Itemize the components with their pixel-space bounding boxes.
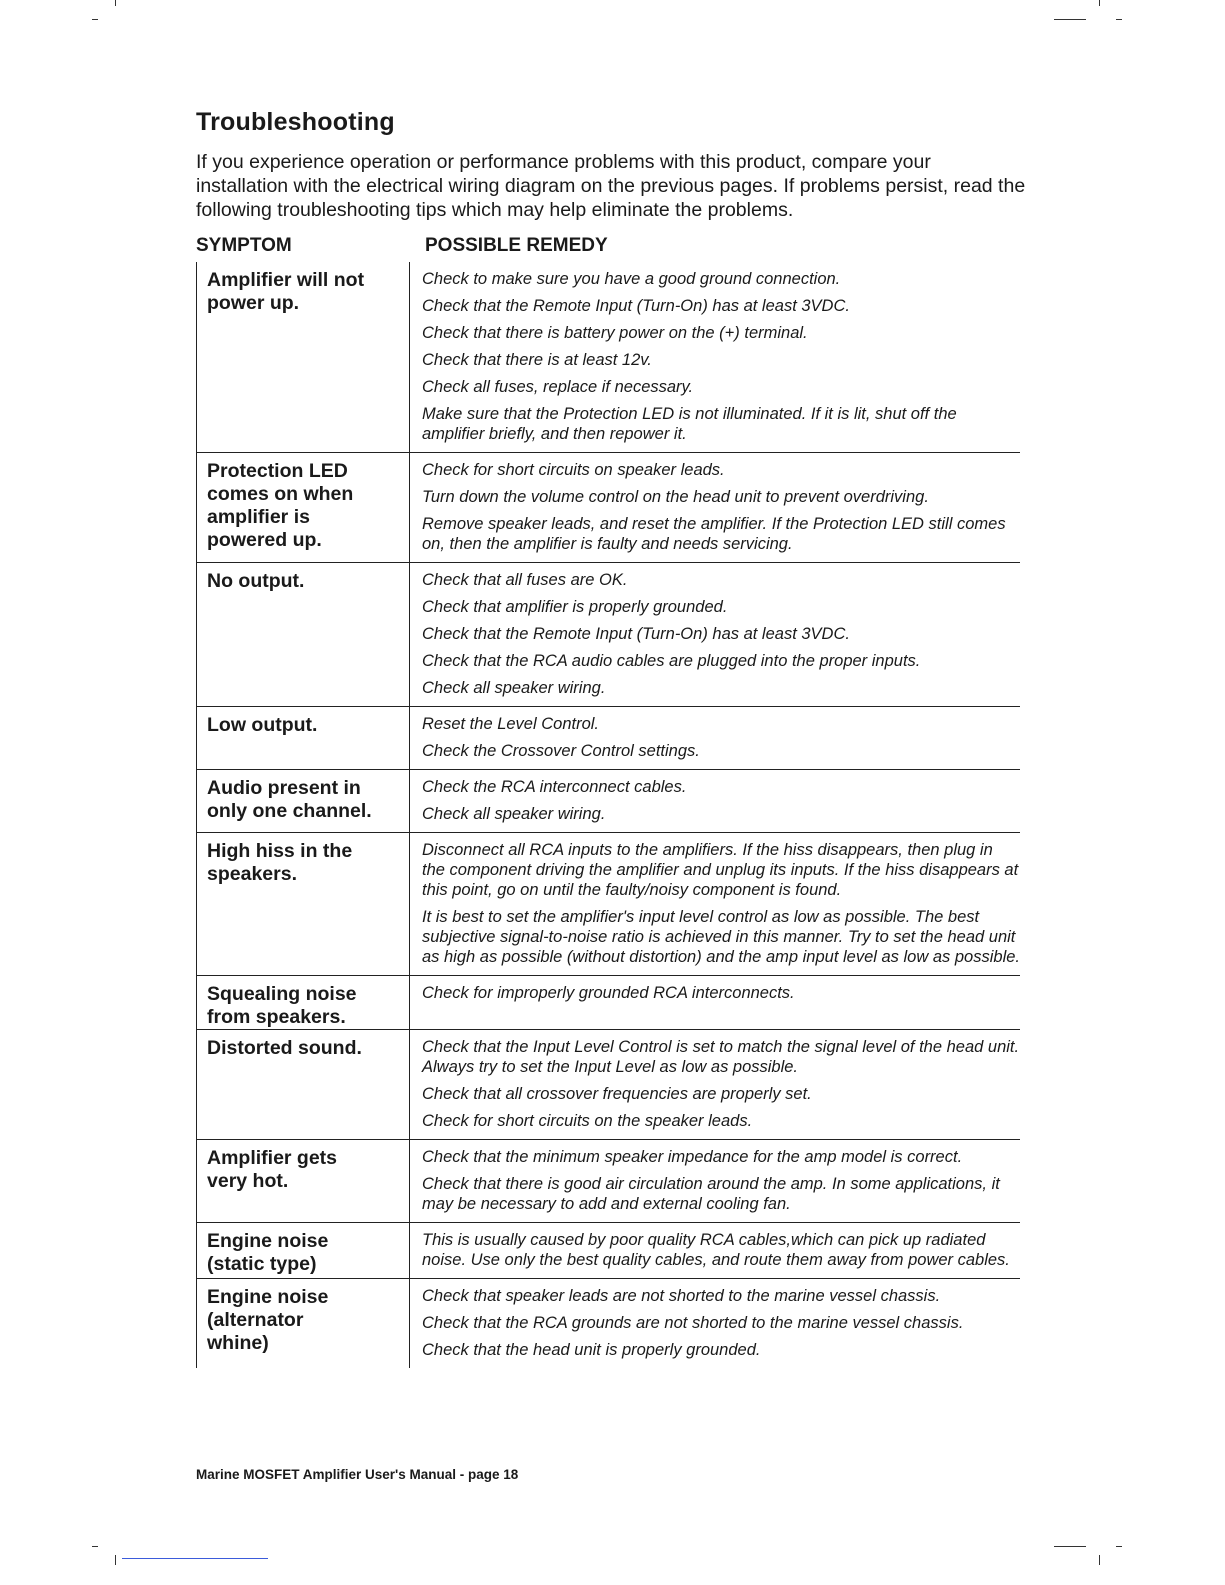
crop-mark bbox=[92, 1546, 98, 1547]
remedy-cell bbox=[410, 707, 1020, 769]
remedy-cell bbox=[410, 770, 1020, 832]
remedy-item: Check that there is at least 12v. bbox=[422, 351, 652, 369]
remedy-item: Check that there is battery power on the (+) terminal. bbox=[422, 324, 808, 342]
remedy-item: Check all speaker wiring. bbox=[422, 679, 606, 697]
remedy-item: Check the Crossover Control settings. bbox=[422, 742, 700, 760]
table-row bbox=[196, 1278, 1020, 1368]
remedy-item: Check that the head unit is properly grounded. bbox=[422, 1341, 761, 1359]
remedy-item: Check that the Input Level Control is set to match the signal level of the head unit. Always try to set the Input Level as low as possible. bbox=[422, 1038, 1020, 1076]
table-row bbox=[196, 452, 1020, 562]
remedy-cell bbox=[410, 1223, 1020, 1278]
remedy-item: Check that there is good air circulation around the amp. In some applications, it may be necessary to add and external cooling fan. bbox=[422, 1175, 1000, 1213]
crop-mark bbox=[1116, 1546, 1122, 1547]
symptom-cell: Engine noise (static type) bbox=[196, 1223, 410, 1278]
troubleshooting-table bbox=[196, 262, 1020, 1368]
remedy-item: Check for short circuits on the speaker leads. bbox=[422, 1112, 753, 1130]
remedy-item: Check all speaker wiring. bbox=[422, 805, 606, 823]
remedy-item: Check to make sure you have a good ground connection. bbox=[422, 270, 841, 288]
remedy-cell bbox=[410, 262, 1020, 452]
symptom-cell: Amplifier gets very hot. bbox=[196, 1140, 410, 1222]
remedy-item: Reset the Level Control. bbox=[422, 715, 600, 733]
page-title: Troubleshooting bbox=[196, 108, 395, 136]
remedy-item: Check that the Remote Input (Turn-On) has at least 3VDC. bbox=[422, 625, 850, 643]
remedy-item: Check for improperly grounded RCA interconnects. bbox=[422, 984, 795, 1002]
crop-mark bbox=[115, 1555, 116, 1565]
remedy-cell bbox=[410, 1140, 1020, 1222]
crop-mark bbox=[115, 0, 116, 6]
remedy-item: Remove speaker leads, and reset the amplifier. If the Protection LED still comes on, then the amplifier is faulty and needs servicing. bbox=[422, 515, 1006, 553]
remedy-item: Check that the Remote Input (Turn-On) has at least 3VDC. bbox=[422, 297, 850, 315]
crop-mark bbox=[1054, 1546, 1086, 1547]
remedy-cell bbox=[410, 1279, 1020, 1368]
remedy-cell bbox=[410, 453, 1020, 562]
remedy-item: Check all fuses, replace if necessary. bbox=[422, 378, 694, 396]
page-footer: Marine MOSFET Amplifier User's Manual - page 18 bbox=[196, 1467, 519, 1482]
remedy-item: Turn down the volume control on the head unit to prevent overdriving. bbox=[422, 488, 929, 506]
remedy-item: Disconnect all RCA inputs to the amplifiers. If the hiss disappears, then plug in the component driving the amplifier and unplug its inputs. If the hiss disappears at this point, go on until the faulty/noisy component is found. bbox=[422, 841, 1019, 899]
intro-paragraph: If you experience operation or performance problems with this product, compare your installation with the electrical wiring diagram on the previous pages. If problems persist, read the following troubleshooting tips which may help eliminate the problems. bbox=[196, 151, 1026, 221]
remedy-item: Check that the minimum speaker impedance for the amp model is correct. bbox=[422, 1148, 963, 1166]
table-row bbox=[196, 1029, 1020, 1139]
crop-mark bbox=[1099, 1555, 1100, 1565]
table-row bbox=[196, 1222, 1020, 1278]
symptom-cell: Protection LED comes on when amplifier is powered up. bbox=[196, 453, 410, 562]
remedy-cell bbox=[410, 563, 1020, 706]
table-row bbox=[196, 706, 1020, 769]
symptom-cell: Engine noise (alternator whine) bbox=[196, 1279, 410, 1368]
remedy-item: Check that all crossover frequencies are properly set. bbox=[422, 1085, 812, 1103]
symptom-cell: No output. bbox=[196, 563, 410, 706]
crop-mark bbox=[1054, 19, 1086, 20]
remedy-item: Make sure that the Protection LED is not illuminated. If it is lit, shut off the amplifier briefly, and then repower it. bbox=[422, 405, 957, 443]
remedy-column-header: POSSIBLE REMEDY bbox=[425, 235, 608, 256]
remedy-item: Check that the RCA grounds are not shorted to the marine vessel chassis. bbox=[422, 1314, 964, 1332]
table-row bbox=[196, 262, 1020, 452]
symptom-cell: Squealing noise from speakers. bbox=[196, 976, 410, 1029]
remedy-cell bbox=[410, 1030, 1020, 1139]
symptom-column-header: SYMPTOM bbox=[196, 235, 292, 256]
remedy-item: This is usually caused by poor quality RCA cables,which can pick up radiated noise. Use only the best quality cables, and route them away from power cables. bbox=[422, 1231, 1010, 1269]
symptom-cell: High hiss in the speakers. bbox=[196, 833, 410, 975]
selection-line bbox=[122, 1558, 268, 1559]
table-row bbox=[196, 1139, 1020, 1222]
remedy-cell bbox=[410, 976, 1020, 1029]
remedy-item: Check that the RCA audio cables are plugged into the proper inputs. bbox=[422, 652, 921, 670]
symptom-cell: Audio present in only one channel. bbox=[196, 770, 410, 832]
symptom-cell: Amplifier will not power up. bbox=[196, 262, 410, 452]
table-row bbox=[196, 975, 1020, 1029]
table-row bbox=[196, 832, 1020, 975]
table-row bbox=[196, 562, 1020, 706]
remedy-cell bbox=[410, 833, 1020, 975]
remedy-item: Check the RCA interconnect cables. bbox=[422, 778, 687, 796]
remedy-item: Check for short circuits on speaker leads. bbox=[422, 461, 725, 479]
remedy-item: Check that amplifier is properly grounded. bbox=[422, 598, 728, 616]
symptom-cell: Low output. bbox=[196, 707, 410, 769]
remedy-item: Check that all fuses are OK. bbox=[422, 571, 628, 589]
crop-mark bbox=[92, 19, 98, 20]
remedy-item: Check that speaker leads are not shorted to the marine vessel chassis. bbox=[422, 1287, 941, 1305]
crop-mark bbox=[1116, 19, 1122, 20]
symptom-cell: Distorted sound. bbox=[196, 1030, 410, 1139]
crop-mark bbox=[1099, 0, 1100, 6]
table-row bbox=[196, 769, 1020, 832]
remedy-item: It is best to set the amplifier's input level control as low as possible. The best subjective signal-to-noise ratio is achieved in this manner. Try to set the head unit as high as possible (without distortion) and the amp input level as low as possible. bbox=[422, 908, 1020, 966]
